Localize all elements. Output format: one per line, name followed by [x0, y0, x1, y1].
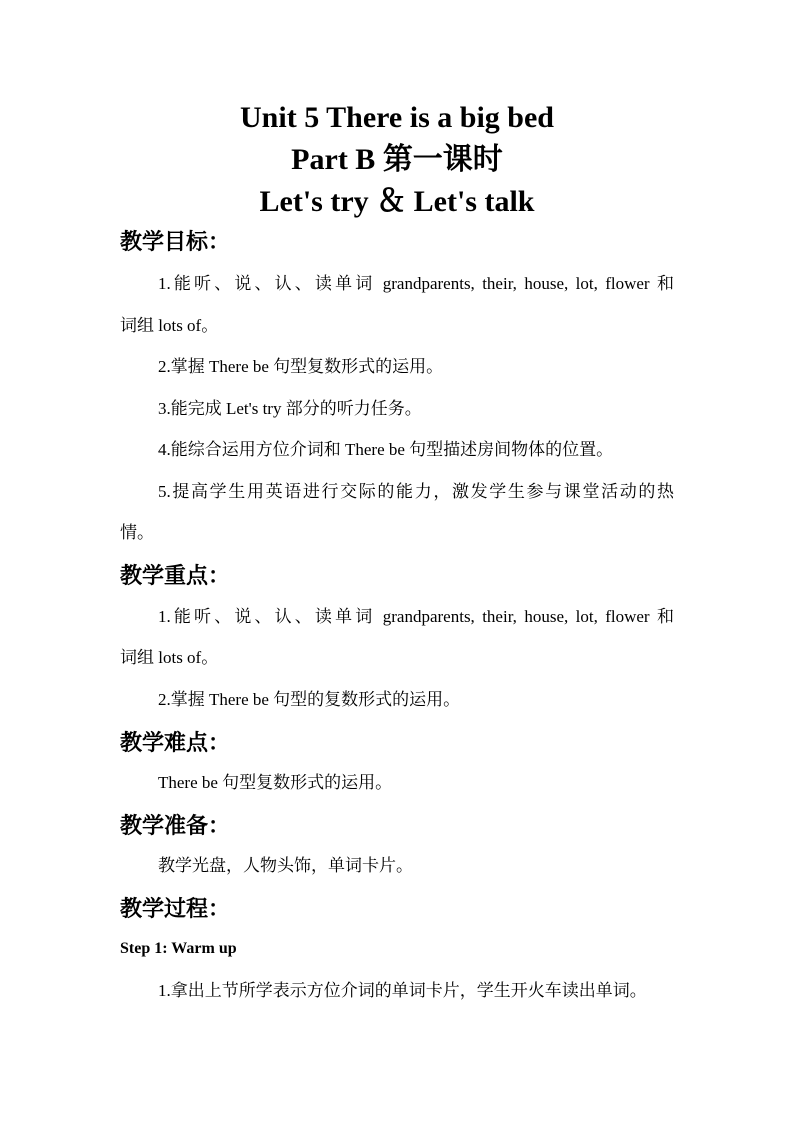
difficulties-text: There be 句型复数形式的运用。: [158, 773, 393, 792]
title-line-1: Unit 5 There is a big bed: [240, 101, 554, 134]
objective-item-1-cont: 词组 lots of。: [120, 316, 219, 335]
objective-item-2: 2.掌握 There be 句型复数形式的运用。: [158, 357, 444, 376]
step-1-item-1: 1.拿出上节所学表示方位介词的单词卡片，学生开火车读出单词。: [158, 981, 647, 1000]
objective-item-5-cont: 情。: [120, 523, 154, 542]
key-points-heading: 教学重点：: [120, 563, 231, 588]
preparation-text: 教学光盘，人物头饰，单词卡片。: [158, 856, 413, 875]
difficulties-heading: 教学难点：: [120, 730, 231, 755]
objective-item-4: 4.能综合运用方位介词和 There be 句型描述房间物体的位置。: [158, 440, 614, 459]
process-heading: 教学过程：: [120, 896, 231, 921]
step-1-heading: Step 1: Warm up: [120, 940, 237, 957]
key-point-item-1: 1.能听、说、认、读单词 grandparents, their, house, lot, flower 和: [158, 607, 674, 626]
title-line-2: Part B 第一课时: [291, 143, 503, 176]
objective-item-3: 3.能完成 Let's try 部分的听力任务。: [158, 399, 422, 418]
objectives-heading: 教学目标：: [120, 229, 231, 254]
preparation-heading: 教学准备：: [120, 813, 231, 838]
key-point-item-2: 2.掌握 There be 句型的复数形式的运用。: [158, 690, 461, 709]
title-line-3: Let's try ＆ Let's talk: [259, 185, 535, 218]
objective-item-5: 5.提高学生用英语进行交际的能力，激发学生参与课堂活动的热: [158, 482, 674, 501]
key-point-item-1-cont: 词组 lots of。: [120, 648, 219, 667]
objective-item-1: 1.能听、说、认、读单词 grandparents, their, house, lot, flower 和: [158, 274, 674, 293]
